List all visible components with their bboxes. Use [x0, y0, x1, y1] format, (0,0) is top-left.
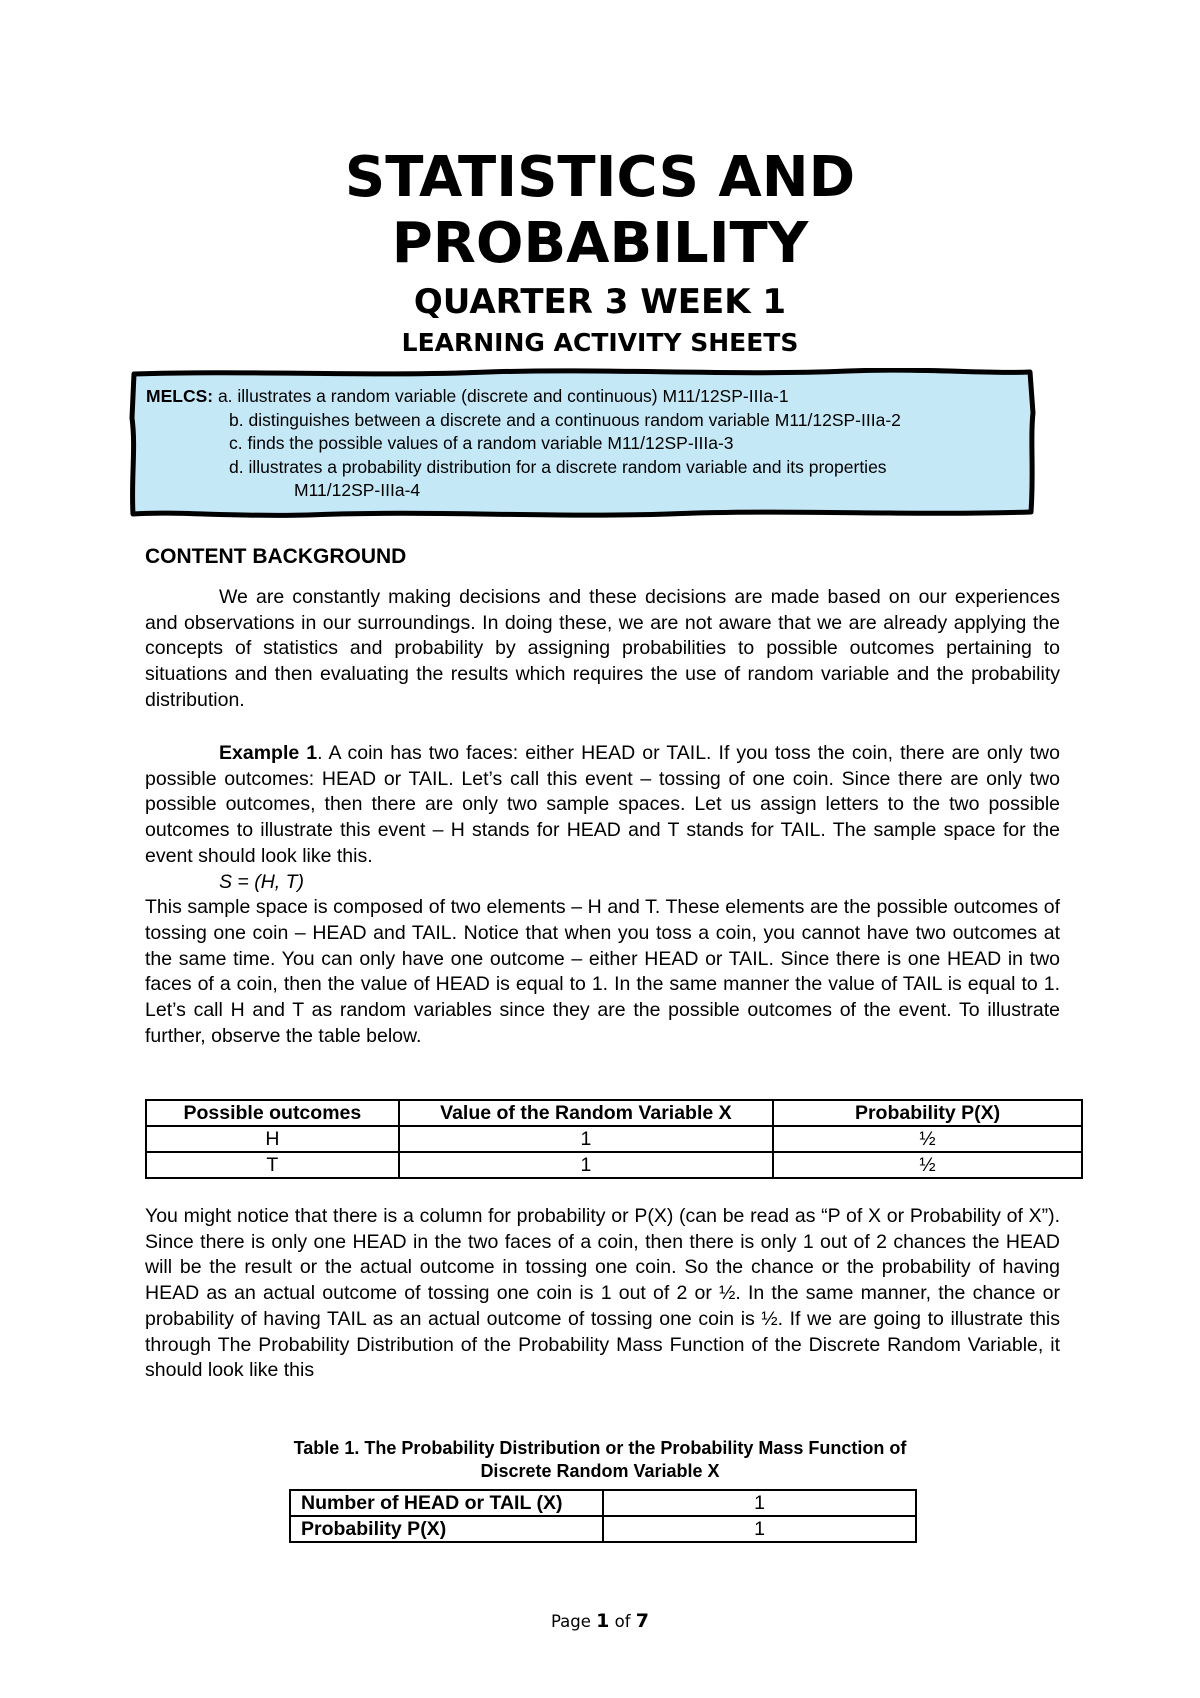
- table-row: [290, 1490, 916, 1516]
- cell-value: 1: [603, 1516, 916, 1542]
- row-label-number-of-head-or-tail: Number of HEAD or TAIL (X): [290, 1490, 603, 1516]
- melcs-item-d: d. illustrates a probability distribution for a discrete random variable and its properties: [229, 456, 887, 477]
- outcomes-table: [145, 1099, 1083, 1179]
- cell-probability: ½: [773, 1126, 1082, 1152]
- cell-probability: ½: [773, 1152, 1082, 1178]
- header-random-variable-value: Value of the Random Variable X: [399, 1100, 773, 1126]
- caption-line-2: Discrete Random Variable X: [480, 1461, 720, 1481]
- title-line-1: STATISTICS AND: [344, 145, 856, 210]
- after-table-paragraph: You might notice that there is a column for probability or P(X) (can be read as “P of X or Probability of X”). Since there is only one HEAD in the two faces of a coin, then there is only 1 out of 2 chances the HEAD will be the result or the actual outcome in tossing one coin. So the chance or the probability of having HEAD as an actual outcome of tossing one coin is 1 out of 2 or ½. In the same manner, the chance or probability of having TAIL as an actual outcome of tossing one coin is ½. If we are going to illustrate this through The Probability Distribution of the Probability Mass Function of the Discrete Random Variable, it should look like this: [145, 1205, 1060, 1382]
- example-1-label: Example 1: [219, 742, 318, 764]
- of-word: of: [614, 1612, 631, 1631]
- probability-distribution-table: [289, 1489, 917, 1543]
- melcs-item-c: c. finds the possible values of a random variable M11/12SP-IIIa-3: [229, 433, 734, 453]
- melcs-item-a: MELCS: a. illustrates a random variable (discrete and continuous) M11/12SP-IIIa-1: [146, 386, 789, 406]
- melcs-box: [128, 368, 1036, 518]
- page-footer: [0, 1610, 1200, 1632]
- table-header-row: [146, 1100, 1082, 1126]
- sample-space: S = (H, T): [219, 870, 305, 893]
- page-total: 7: [635, 1610, 650, 1632]
- melcs-list: [146, 385, 901, 503]
- header-possible-outcomes: Possible outcomes: [146, 1100, 399, 1126]
- cell-value: 1: [399, 1126, 773, 1152]
- header-probability: Probability P(X): [773, 1100, 1082, 1126]
- cell-value: 1: [603, 1490, 916, 1516]
- intro-paragraph: We are constantly making decisions and these decisions are made based on our experiences and observations in our surroundings. In doing these, we are not aware that we are already applying the concepts of statistics and probability by assigning probabilities to possible outcomes pertaining to situations and then evaluating the results which requires the use of random variable and the probability distribution.: [145, 586, 1060, 711]
- document-title: [0, 145, 1200, 277]
- table-caption: [0, 1437, 1200, 1483]
- melcs-item-b: b. distinguishes between a discrete and a continuous random variable M11/12SP-IIIa-2: [229, 409, 901, 430]
- cell-outcome: T: [146, 1152, 399, 1178]
- caption-line-1: Table 1. The Probability Distribution or the Probability Mass Function of: [293, 1438, 907, 1458]
- example-1-explanation: This sample space is composed of two elements – H and T. These elements are the possible outcomes of tossing one coin – HEAD and TAIL. Notice that when you toss a coin, you cannot have two outcomes at the same time. You can only have one outcome – either HEAD or TAIL. Since there is one HEAD in two faces of a coin, then the value of HEAD is equal to 1. In the same manner the value of TAIL is equal to 1. Let’s call H and T as random variables since they are the possible outcomes of the event. To illustrate further, observe the table below.: [145, 896, 1060, 1047]
- cell-value: 1: [399, 1152, 773, 1178]
- page-number: 1: [596, 1610, 610, 1632]
- melcs-item-d-code: M11/12SP-IIIa-4: [294, 480, 421, 500]
- page-word: Page: [550, 1612, 591, 1631]
- quarter-week-heading: QUARTER 3 WEEK 1: [413, 282, 787, 322]
- learning-activity-subtitle: LEARNING ACTIVITY SHEETS: [401, 328, 799, 357]
- row-label-probability: Probability P(X): [290, 1516, 603, 1542]
- example-1-block: [145, 741, 1060, 1049]
- example-1-paragraph: Example 1. A coin has two faces: either HEAD or TAIL. If you toss the coin, there are only two possible outcomes: HEAD or TAIL. Let’s call this event – tossing of one coin. Since there are only two possible outcomes, then there are only two sample spaces. Let us assign letters to the two possible outcomes to illustrate this event – H stands for HEAD and T stands for TAIL. The sample space for the event should look like this.: [145, 742, 1060, 867]
- cell-outcome: H: [146, 1126, 399, 1152]
- melcs-label: MELCS:: [146, 386, 214, 406]
- content-background-heading: CONTENT BACKGROUND: [145, 545, 407, 568]
- title-line-2: PROBABILITY: [391, 211, 809, 276]
- table-row: [146, 1152, 1082, 1178]
- table-row: [290, 1516, 916, 1542]
- table-row: [146, 1126, 1082, 1152]
